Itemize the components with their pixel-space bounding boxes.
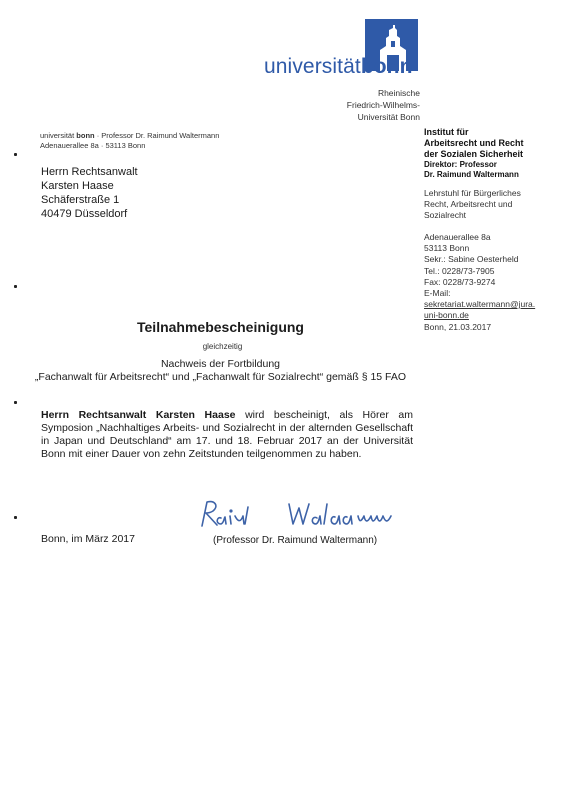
contact-block [424,232,535,333]
wordmark-light: universität [264,55,361,78]
title-details [0,358,501,384]
punch-mark [14,153,17,156]
chair-line: Recht, Arbeitsrecht und [424,199,513,209]
recipient-line: Herrn Rechtsanwalt [41,166,138,178]
punch-mark [14,516,17,519]
punch-mark [14,401,17,404]
sender-prefix: universität [40,131,77,140]
place-date: Bonn, im März 2017 [41,533,135,545]
contact-email-link-cont[interactable]: uni-bonn.de [424,310,469,321]
title-sub: gleichzeitig [202,342,243,351]
subtitle-line: Rheinische [377,88,420,98]
title-detail-line: „Fachanwalt für Arbeitsrecht“ und „Fachanwalt für Sozialrecht“ gemäß § 15 FAO [34,371,407,383]
director-line: Direktor: Professor [424,160,497,169]
contact-email-label: E-Mail: [424,288,451,299]
recipient-line: 40479 Düsseldorf [41,208,128,220]
contact-city: 53113 Bonn [424,243,470,254]
chair-line: Lehrstuhl für Bürgerliches [424,188,521,198]
punch-mark [14,285,17,288]
sender-street: Adenauerallee 8a · 53113 Bonn [40,141,146,150]
signature-icon [197,496,407,534]
university-wordmark [264,55,413,79]
body-text: wird bescheinigt, als Hörer am Symposion „Nachhaltiges Arbeits- und Sozialrecht in der alternden Gesellschaft in Japan und Deutschland“ am 17. und 18. Februar 2017 an der Universität Bonn mit einer Dauer von zehn Zeitstunden teilgenommen zu haben. [41,409,413,460]
subtitle-line: Universität Bonn [357,112,420,122]
director-line: Dr. Raimund Waltermann [424,170,519,179]
certificate-body [41,409,413,461]
contact-phone: Tel.: 0228/73-7905 [424,265,495,276]
handwritten-signature [197,496,407,539]
chair-description [424,188,521,221]
subtitle-line: Friedrich-Wilhelms- [346,100,420,110]
institute-line: Arbeitsrecht und Recht [424,138,524,148]
institute-line: der Sozialen Sicherheit [424,149,524,159]
recipient-line: Schäferstraße 1 [41,194,120,206]
institute-name [424,127,524,180]
recipient-address [41,165,138,221]
contact-street: Adenauerallee 8a [424,232,491,242]
document-title: Teilnahmebescheinigung [137,319,304,335]
contact-secretary: Sekr.: Sabine Oesterheld [424,254,519,265]
body-bold-name: Herrn Rechtsanwalt Karsten Haase [41,409,236,421]
recipient-line: Karsten Haase [41,180,114,192]
sender-bold: bonn [76,131,95,140]
contact-email-link[interactable]: sekretariat.waltermann@jura. [424,299,536,310]
institute-line: Institut für [424,127,469,137]
sender-suffix: · Professor Dr. Raimund Waltermann [94,131,220,140]
contact-fax: Fax: 0228/73-9274 [424,276,496,287]
wordmark-bold: bonn [360,55,413,78]
signer-name: (Professor Dr. Raimund Waltermann) [213,535,378,546]
title-detail-line: Nachweis der Fortbildung [160,358,281,370]
university-subtitle [347,87,420,123]
chair-line: Sozialrecht [424,210,467,220]
letter-date: Bonn, 21.03.2017 [424,321,492,332]
sender-address-line [40,131,219,151]
